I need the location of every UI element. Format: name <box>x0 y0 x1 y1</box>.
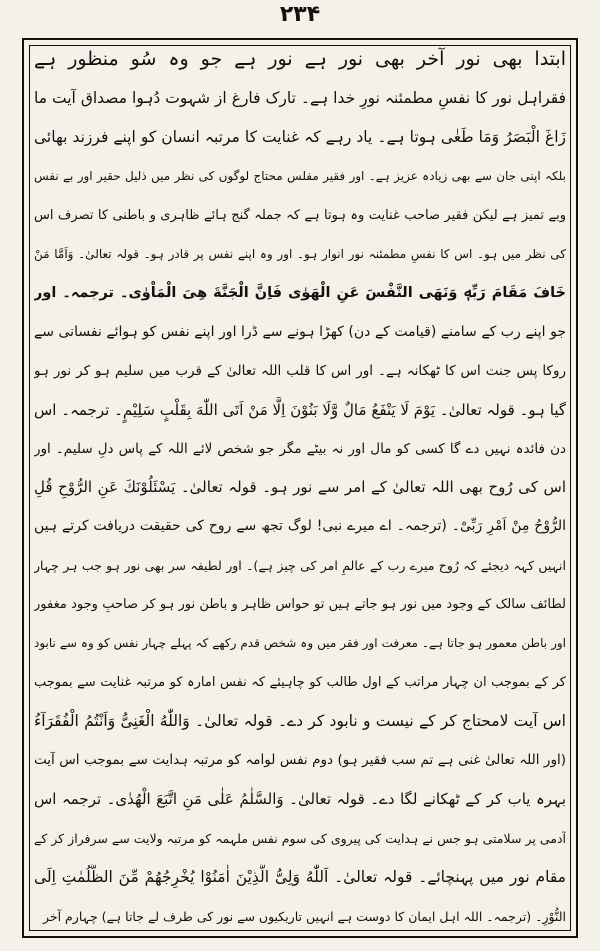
text-line: بہرہ یاب کر کے ٹھکانے لگا دے۔ قولہ تعالیٰ۔ وَالسَّلٰمُ عَلٰى مَنِ اتَّبَعَ الْهُدٰى۔ ترجمہ اس <box>34 790 566 809</box>
text-line: الرُّوْحُ مِنْ اَمْرِ رَبِّیْ۔ (ترجمہ۔ اے میرے نبی! لوگ تجھ سے روح کی حقیقت دریافت کرتے ہیں <box>34 518 566 535</box>
text-line: ابتدا بھی نور آخر بھی نور ہے نور ہے جو وہ سُو منظور ہے <box>34 48 566 70</box>
text-line: فقراہل نور کا نفسِ مطمئنہ نورِ خدا ہے۔ تارک فارغ از شہوت دُہوا مصداق آیت ما <box>34 88 566 107</box>
text-line: اس کی رُوح بھی اللہ تعالیٰ کے امر سے نور ہو۔ قولہ تعالیٰ۔ يَسْئَلُوْنَكَ عَنِ الرُّوْحِ قُلِ <box>34 478 566 497</box>
text-line: اور باطن معمور ہو جاتا ہے۔ معرفت اور فقر میں وہ شخص قدم رکھے کہ پہلے چہار نفس کو وہ سے نابود <box>34 636 566 651</box>
text-line: کی نظر میں ہو۔ اس کا نفسِ مطمئنہ نور انوار ہو۔ اور وہ اپنے نفس پر قادر ہو۔ قولہ تعالیٰ۔ وَاَمَّا مَنْ <box>34 246 566 261</box>
text-line: زَاغَ الْبَصَرُ وَمَا طَغٰی ہوتا ہے۔ یاد رہے کہ غنایت کا مرتبہ انسان کو اپنے فرزند بھائی <box>34 127 566 146</box>
page-frame <box>22 38 578 938</box>
text-line: خَافَ مَقَامَ رَبِّهٖ وَنَهَى النَّفْسَ عَنِ الْهَوٰى فَاِنَّ الْجَنَّةَ هِىَ الْمَاْوٰى۔ ترجمہ۔ اور <box>34 284 566 301</box>
text-line: جو اپنے رب کے سامنے (قیامت کے دن) کھڑا ہونے سے ڈرا اور اپنے نفس کو ہوائے نفسانی سے <box>34 323 566 340</box>
text-line: النُّوْرِ۔ (ترجمہ۔ اللہ اہل ایمان کا دوست ہے انہیں تاریکیوں سے نور کی طرف لے جاتا ہے) چہارم آخر <box>42 908 566 924</box>
text-line: (اور اللہ تعالیٰ غنی ہے تم سب فقیر ہو) دوم نفس لوامہ کو مرتبہ ہدایت سے بموجب اس آیت <box>34 752 566 769</box>
text-line: گیا ہو۔ قولہ تعالیٰ۔ يَوْمَ لَا يَنْفَعُ مَالٌ وَّلَا بَنُوْنَ اِلَّا مَنْ اَتَى اللّٰهَ بِقَلْبٍ سَلِيْمٍ۔ ترجمہ۔ اس <box>34 400 566 419</box>
text-line: بلکہ اپنی جان سے بھی زیادہ عزیز ہے۔ اور فقیر مفلس محتاج لوگوں کی نظر میں ذلیل حقیر اور بے نفس <box>34 168 566 183</box>
text-line: لطائف سالک کے وجود میں نور ہو جاتے ہیں تو حواس ظاہر و باطن نور ہو کر صاحبِ وجود مغفور <box>34 597 566 613</box>
text-line: دن فائدہ نہیں دے گا کسی کو مال اور نہ بیٹے مگر جو شخص لائے اللہ کے پاس دلِ سلیم۔ اور <box>34 440 566 457</box>
text-line: کر کے بموجب ان چہار مراتب کے اول طالب کو چاہیئے کہ نفس امارہ کو مرتبہ غنایت سے بموجب <box>34 675 566 691</box>
page-number: ۲۳۴ <box>279 2 321 27</box>
text-line: اس آیت لامحتاج کر کے نیست و نابود کر دے۔ قولہ تعالیٰ۔ وَاللّٰهُ الْغَنِىُّ وَاَنْتُمُ الْفُقَرَآءُ <box>34 712 566 731</box>
text-line: وبے تمیز ہے لیکن فقیر صاحب غنایت وہ ہوتا ہے کہ جملہ گنج ہائے ظاہری و باطنی کا تصرف اس <box>34 207 566 223</box>
text-line: آدمی پر سلامتی ہو جس نے ہدایت کی پیروی کی سوم نفس ملہمہ کو مرتبہ ولایت سے سرفراز کر کے <box>34 831 566 847</box>
text-line: روکا پس جنت اس کا ٹھکانہ ہے۔ اور اس کا قلب اللہ تعالیٰ کے قرب میں سلیم ہو کر نور ہو <box>34 362 566 379</box>
text-line: مقام نور میں پہنچائے۔ قولہ تعالیٰ۔ اَللّٰهُ وَلِىُّ الَّذِيْنَ اٰمَنُوْا يُخْرِجُهُمْ مِّنَ الظُّلُمٰتِ اِلَى <box>34 868 566 887</box>
text-body <box>34 46 566 930</box>
text-line: انہیں کہہ دیجئے کہ رُوح میرے رب کے عالمِ امر کی چیز ہے)۔ اور لطیفہ سر بھی نور ہو جب ہر چہار <box>34 558 566 574</box>
